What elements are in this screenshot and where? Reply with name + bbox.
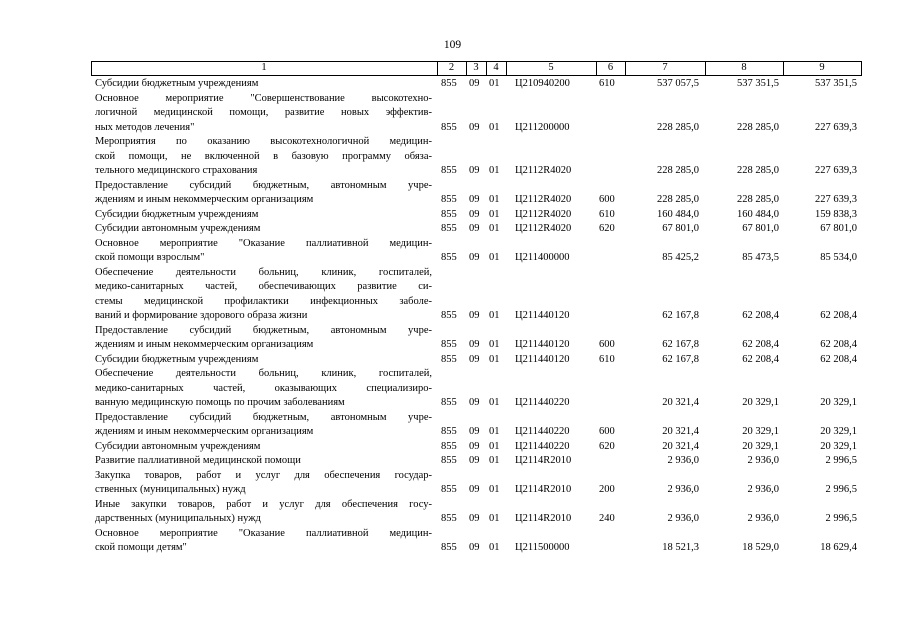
table-row xyxy=(0,498,905,527)
row-description xyxy=(95,527,432,556)
description-line: Предоставление субсидий бюджетным, автономным учре- xyxy=(95,411,432,423)
amount-2021: 62 208,4 xyxy=(820,339,857,350)
description-line: Предоставление субсидий бюджетным, автономным учре- xyxy=(95,179,432,191)
header-bottom-border xyxy=(91,75,862,76)
amount-2020: 62 208,4 xyxy=(742,339,779,350)
table-row xyxy=(0,353,905,368)
amount-2020: 2 936,0 xyxy=(747,484,779,495)
target-code: Ц211440120 xyxy=(515,353,570,365)
header-divider xyxy=(861,61,862,76)
expense-type xyxy=(599,541,625,556)
amount-2020: 20 329,1 xyxy=(742,426,779,437)
amount-2019: 228 285,0 xyxy=(657,121,699,133)
table-row xyxy=(0,77,905,92)
gov-code: 855 xyxy=(441,78,457,89)
description-line: ждениям и иным некоммерческим организациям xyxy=(95,426,314,437)
amount-2020: 20 329,1 xyxy=(742,397,779,408)
amount-2019: 20 321,4 xyxy=(662,440,699,452)
amount-2021: 85 534,0 xyxy=(820,252,857,263)
gov-code: 855 xyxy=(441,223,457,234)
subsection-code: 01 xyxy=(489,542,500,553)
target-code: Ц2114R2010 xyxy=(515,484,572,495)
row-description xyxy=(95,222,432,237)
amount-2019: 228 285,0 xyxy=(657,165,699,176)
description-line: медико-санитарных частей, обеспечивающих развитие си- xyxy=(95,281,432,292)
expense-type: 600 xyxy=(599,194,615,205)
description-line: Субсидии бюджетным учреждениям xyxy=(95,78,259,89)
amount-2021: 20 329,1 xyxy=(820,440,857,452)
description-line: ской помощи детям" xyxy=(95,542,187,553)
expense-type: 620 xyxy=(599,440,615,452)
column-header: 2 xyxy=(448,62,455,73)
gov-code: 855 xyxy=(441,339,457,350)
amount-2019: 62 167,8 xyxy=(662,310,699,321)
description-line: Предоставление субсидий бюджетным, автономным учре- xyxy=(95,324,432,336)
amount-2020: 2 936,0 xyxy=(747,513,779,524)
subsection-code: 01 xyxy=(489,310,500,321)
amount-2020: 228 285,0 xyxy=(737,194,779,205)
section-code: 09 xyxy=(469,353,480,365)
gov-code: 855 xyxy=(441,455,457,466)
target-code: Ц2112R4020 xyxy=(515,165,572,176)
section-code: 09 xyxy=(469,310,480,321)
row-description xyxy=(95,77,432,92)
target-code: Ц2112R4020 xyxy=(515,223,572,234)
table-row xyxy=(0,440,905,455)
table-row xyxy=(0,208,905,223)
amount-2021: 2 996,5 xyxy=(825,513,857,524)
description-line: ской помощи, не включенной в базовую программу обяза- xyxy=(95,150,432,162)
subsection-code: 01 xyxy=(489,252,500,263)
description-line: Основное мероприятие "Оказание паллиативной медицин- xyxy=(95,237,432,249)
table-row xyxy=(0,222,905,237)
target-code: Ц211440120 xyxy=(515,310,570,321)
section-code: 09 xyxy=(469,484,480,495)
expense-type xyxy=(599,251,625,266)
gov-code: 855 xyxy=(441,121,457,133)
expense-type: 240 xyxy=(599,513,615,524)
expense-type xyxy=(599,309,625,324)
target-code: Ц211440220 xyxy=(515,397,570,408)
description-line: тельного медицинского страхования xyxy=(95,165,258,176)
amount-2020: 62 208,4 xyxy=(742,310,779,321)
amount-2019: 62 167,8 xyxy=(662,353,699,365)
section-code: 09 xyxy=(469,455,480,466)
amount-2019: 2 936,0 xyxy=(667,513,699,524)
amount-2021: 62 208,4 xyxy=(820,353,857,365)
row-description xyxy=(95,179,432,208)
section-code: 09 xyxy=(469,121,480,133)
table-row xyxy=(0,324,905,353)
section-code: 09 xyxy=(469,542,480,553)
description-line: Субсидии автономным учреждениям xyxy=(95,440,261,452)
expense-type: 610 xyxy=(599,78,615,89)
gov-code: 855 xyxy=(441,310,457,321)
amount-2021: 62 208,4 xyxy=(820,310,857,321)
description-line: Развитие паллиативной медицинской помощи xyxy=(95,455,301,466)
row-description xyxy=(95,266,432,324)
amount-2020: 18 529,0 xyxy=(742,542,779,553)
amount-2020: 62 208,4 xyxy=(742,353,779,365)
target-code: Ц2112R4020 xyxy=(515,194,572,205)
amount-2021: 159 838,3 xyxy=(815,208,857,220)
target-code: Ц211400000 xyxy=(515,252,570,263)
amount-2019: 67 801,0 xyxy=(662,223,699,234)
amount-2021: 18 629,4 xyxy=(820,542,857,553)
row-description xyxy=(95,324,432,353)
amount-2019: 160 484,0 xyxy=(657,208,699,220)
section-code: 09 xyxy=(469,165,480,176)
description-line: Субсидии автономным учреждениям xyxy=(95,223,261,234)
target-code: Ц211500000 xyxy=(515,542,570,553)
section-code: 09 xyxy=(469,208,480,220)
section-code: 09 xyxy=(469,223,480,234)
table-row xyxy=(0,454,905,469)
amount-2021: 2 996,5 xyxy=(825,455,857,466)
subsection-code: 01 xyxy=(489,339,500,350)
section-code: 09 xyxy=(469,194,480,205)
description-line: ных методов лечения" xyxy=(95,121,195,133)
description-line: Иные закупки товаров, работ и услуг для обеспечения госу- xyxy=(95,498,432,510)
expense-type xyxy=(599,454,625,469)
expense-type: 600 xyxy=(599,426,615,437)
expense-type: 200 xyxy=(599,484,615,495)
description-line: логичной медицинской помощи, развитие новых эффектив- xyxy=(95,107,432,118)
table-row xyxy=(0,237,905,266)
section-code: 09 xyxy=(469,339,480,350)
row-description xyxy=(95,411,432,440)
amount-2019: 18 521,3 xyxy=(662,542,699,553)
amount-2021: 2 996,5 xyxy=(825,484,857,495)
subsection-code: 01 xyxy=(489,121,500,133)
column-header: 4 xyxy=(493,62,499,73)
target-code: Ц2114R2010 xyxy=(515,513,572,524)
gov-code: 855 xyxy=(441,353,457,365)
row-description xyxy=(95,440,432,455)
gov-code: 855 xyxy=(441,440,457,452)
row-description xyxy=(95,237,432,266)
subsection-code: 01 xyxy=(489,165,500,176)
description-line: Обеспечение деятельности больниц, клиник, госпиталей, xyxy=(95,368,432,379)
expense-type xyxy=(599,121,625,136)
amount-2021: 67 801,0 xyxy=(820,223,857,234)
subsection-code: 01 xyxy=(489,353,500,365)
section-code: 09 xyxy=(469,440,480,452)
subsection-code: 01 xyxy=(489,440,500,452)
description-line: ждениям и иным некоммерческим организациям xyxy=(95,339,314,350)
gov-code: 855 xyxy=(441,513,457,524)
target-code: Ц211440120 xyxy=(515,339,570,350)
amount-2020: 228 285,0 xyxy=(737,165,779,176)
subsection-code: 01 xyxy=(489,484,500,495)
description-line: Закупка товаров, работ и услуг для обеспечения государ- xyxy=(95,469,432,481)
row-description xyxy=(95,92,432,136)
expense-type xyxy=(599,164,625,179)
description-line: ванную медицинскую помощь по прочим заболеваниям xyxy=(95,397,345,408)
amount-2020: 85 473,5 xyxy=(742,252,779,263)
description-line: ждениям и иным некоммерческим организациям xyxy=(95,194,314,205)
amount-2021: 227 639,3 xyxy=(815,121,857,133)
target-code: Ц210940200 xyxy=(515,78,570,89)
page-number: 109 xyxy=(443,39,462,51)
amount-2019: 2 936,0 xyxy=(667,455,699,466)
amount-2020: 537 351,5 xyxy=(737,78,779,89)
description-line: Обеспечение деятельности больниц, клиник, госпиталей, xyxy=(95,266,432,278)
table-row xyxy=(0,367,905,411)
row-description xyxy=(95,498,432,527)
amount-2020: 67 801,0 xyxy=(742,223,779,234)
amount-2021: 227 639,3 xyxy=(815,165,857,176)
description-line: медико-санитарных частей, оказывающих специализиро- xyxy=(95,382,432,394)
gov-code: 855 xyxy=(441,397,457,408)
amount-2021: 20 329,1 xyxy=(820,426,857,437)
gov-code: 855 xyxy=(441,208,457,220)
description-line: Основное мероприятие "Оказание паллиативной медицин- xyxy=(95,527,432,539)
description-line: ваний и формирование здорового образа жизни xyxy=(95,310,308,321)
target-code: Ц2112R4020 xyxy=(515,208,572,220)
subsection-code: 01 xyxy=(489,513,500,524)
gov-code: 855 xyxy=(441,484,457,495)
amount-2019: 537 057,5 xyxy=(657,78,699,89)
subsection-code: 01 xyxy=(489,78,500,89)
row-description xyxy=(95,454,432,469)
amount-2020: 160 484,0 xyxy=(737,208,779,220)
row-description xyxy=(95,367,432,411)
description-line: Субсидии бюджетным учреждениям xyxy=(95,208,259,220)
description-line: стемы медицинской профилактики инфекционных заболе- xyxy=(95,295,432,307)
subsection-code: 01 xyxy=(489,397,500,408)
target-code: Ц211440220 xyxy=(515,426,570,437)
table-row xyxy=(0,179,905,208)
column-header: 8 xyxy=(741,62,747,73)
subsection-code: 01 xyxy=(489,223,500,234)
table-row xyxy=(0,469,905,498)
amount-2021: 537 351,5 xyxy=(815,78,857,89)
amount-2020: 20 329,1 xyxy=(742,440,779,452)
expense-type: 610 xyxy=(599,208,615,220)
target-code: Ц211200000 xyxy=(515,121,570,133)
amount-2020: 2 936,0 xyxy=(747,455,779,466)
column-header: 7 xyxy=(662,62,668,73)
description-line: ской помощи взрослым" xyxy=(95,252,205,263)
target-code: Ц2114R2010 xyxy=(515,455,572,466)
column-header: 3 xyxy=(473,62,479,73)
description-line: Основное мероприятие "Совершенствование высокотехно- xyxy=(95,92,432,104)
subsection-code: 01 xyxy=(489,455,500,466)
amount-2019: 228 285,0 xyxy=(657,194,699,205)
subsection-code: 01 xyxy=(489,208,500,220)
section-code: 09 xyxy=(469,252,480,263)
table-row xyxy=(0,135,905,179)
gov-code: 855 xyxy=(441,194,457,205)
subsection-code: 01 xyxy=(489,426,500,437)
amount-2020: 228 285,0 xyxy=(737,121,779,133)
description-line: ственных (муниципальных) нужд xyxy=(95,484,246,495)
description-line: дарственных (муниципальных) нужд xyxy=(95,513,261,524)
amount-2019: 2 936,0 xyxy=(667,484,699,495)
table-row xyxy=(0,411,905,440)
amount-2021: 227 639,3 xyxy=(815,194,857,205)
row-description xyxy=(95,469,432,498)
column-header: 5 xyxy=(548,62,554,73)
gov-code: 855 xyxy=(441,542,457,553)
row-description xyxy=(95,353,432,368)
row-description xyxy=(95,208,432,223)
expense-type: 610 xyxy=(599,353,615,365)
expense-type xyxy=(599,396,625,411)
description-line: Мероприятия по оказанию высокотехнологичной медицин- xyxy=(95,136,432,147)
section-code: 09 xyxy=(469,397,480,408)
row-description xyxy=(95,135,432,179)
section-code: 09 xyxy=(469,78,480,89)
amount-2019: 85 425,2 xyxy=(662,252,699,263)
subsection-code: 01 xyxy=(489,194,500,205)
table-row xyxy=(0,266,905,324)
amount-2019: 20 321,4 xyxy=(662,426,699,437)
amount-2019: 62 167,8 xyxy=(662,339,699,350)
gov-code: 855 xyxy=(441,426,457,437)
expense-type: 620 xyxy=(599,223,615,234)
gov-code: 855 xyxy=(441,252,457,263)
table-row xyxy=(0,527,905,556)
expense-type: 600 xyxy=(599,339,615,350)
column-header: 6 xyxy=(607,62,614,73)
gov-code: 855 xyxy=(441,165,457,176)
table-row xyxy=(0,92,905,136)
description-line: Субсидии бюджетным учреждениям xyxy=(95,353,259,365)
amount-2019: 20 321,4 xyxy=(662,397,699,408)
amount-2021: 20 329,1 xyxy=(820,397,857,408)
column-header: 9 xyxy=(819,62,825,73)
column-header: 1 xyxy=(261,62,267,73)
section-code: 09 xyxy=(469,426,480,437)
target-code: Ц211440220 xyxy=(515,440,570,452)
section-code: 09 xyxy=(469,513,480,524)
